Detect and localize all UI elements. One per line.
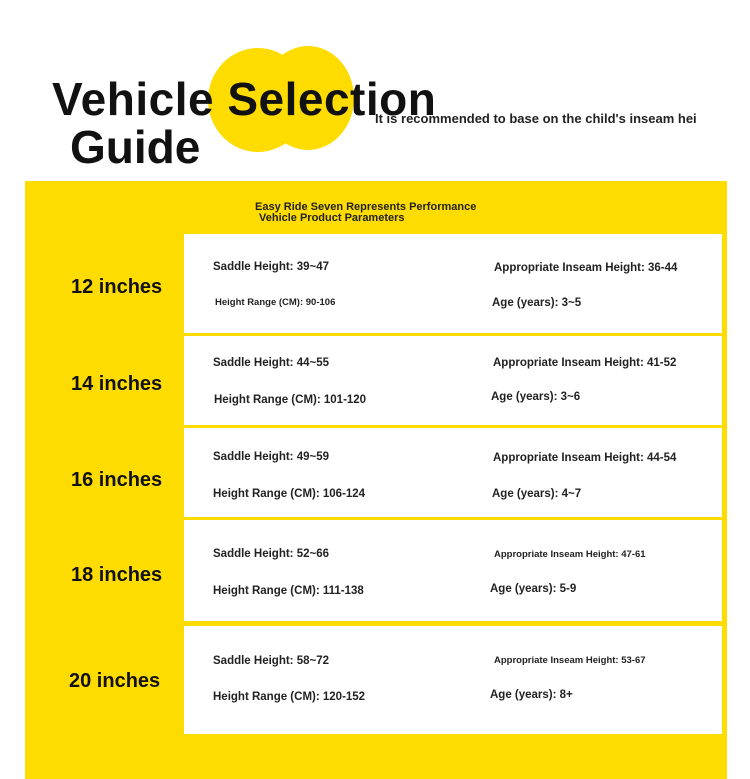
size-label: 12 inches	[71, 276, 163, 298]
page-title-line1: Vehicle Selection	[52, 73, 437, 125]
height-range: Height Range (CM): 120-152	[213, 691, 366, 703]
size-cell	[25, 626, 183, 734]
inseam-height: Appropriate Inseam Height: 44-54	[493, 452, 677, 464]
table-heading	[25, 181, 727, 233]
table-row	[25, 520, 727, 621]
bottom-band	[25, 738, 727, 779]
table-row	[25, 234, 727, 333]
table-heading-line2: Vehicle Product Parameters	[259, 212, 405, 224]
age-range: Age (years): 8+	[490, 689, 573, 701]
size-cell	[25, 234, 183, 333]
table-row	[25, 428, 727, 517]
table-row	[25, 336, 727, 425]
age-range: Age (years): 3~6	[491, 391, 581, 403]
size-cell	[25, 428, 183, 517]
saddle-height: Saddle Height: 49~59	[213, 451, 329, 463]
saddle-height: Saddle Height: 39~47	[213, 261, 329, 273]
height-range: Height Range (CM): 106-124	[213, 488, 366, 500]
height-range: Height Range (CM): 111-138	[213, 585, 364, 597]
height-range: Height Range (CM): 101-120	[214, 394, 367, 406]
inseam-height: Appropriate Inseam Height: 36-44	[494, 262, 678, 274]
page-subtitle: It is recommended to base on the child's inseam hei	[375, 111, 697, 126]
page-title-line2: Guide	[70, 121, 201, 173]
inseam-height: Appropriate Inseam Height: 41-52	[493, 357, 677, 369]
spec-table	[25, 181, 727, 779]
spec-detail	[184, 520, 722, 621]
saddle-height: Saddle Height: 52~66	[213, 548, 329, 560]
inseam-height: Appropriate Inseam Height: 53-67	[494, 655, 646, 666]
spec-detail	[184, 428, 722, 517]
saddle-height: Saddle Height: 44~55	[213, 357, 329, 369]
height-range: Height Range (CM): 90-106	[215, 297, 336, 308]
size-label: 18 inches	[71, 564, 163, 586]
spec-detail	[184, 336, 722, 425]
size-label: 14 inches	[71, 373, 163, 395]
saddle-height: Saddle Height: 58~72	[213, 655, 329, 667]
size-label: 20 inches	[69, 670, 161, 692]
size-label: 16 inches	[71, 469, 163, 491]
inseam-height: Appropriate Inseam Height: 47-61	[494, 549, 646, 560]
age-range: Age (years): 5-9	[490, 583, 577, 595]
spec-detail	[184, 626, 722, 734]
spec-detail	[184, 234, 722, 333]
table-row	[25, 626, 727, 734]
age-range: Age (years): 3~5	[492, 297, 582, 309]
size-cell	[25, 336, 183, 425]
age-range: Age (years): 4~7	[492, 488, 582, 500]
size-cell	[25, 520, 183, 621]
table-heading-line1: Easy Ride Seven Represents Performance	[255, 201, 477, 213]
